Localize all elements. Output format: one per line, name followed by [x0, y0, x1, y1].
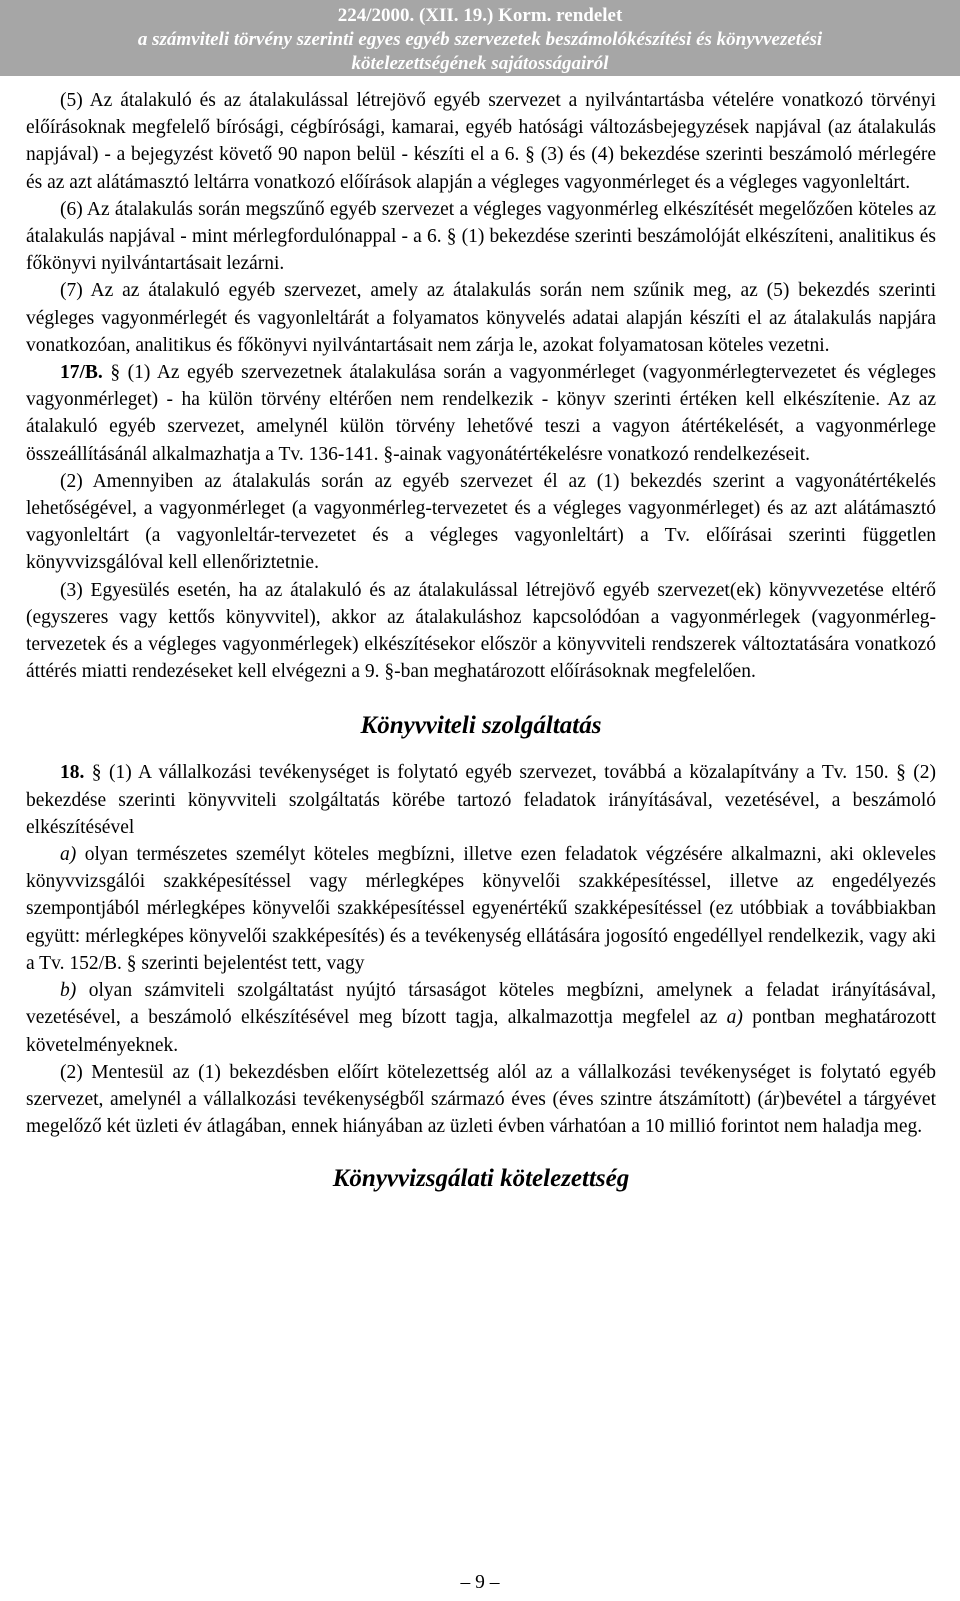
section-18-text: § (1) A vállalkozási tevékenységet is folytató egyéb szervezet, továbbá a közalapítvány a Tv. 150. § (2) bekezdése szerinti könyvviteli szolgáltatás körébe tartozó feladatok irányításával, vezetésével, a beszámoló elkészítésével	[26, 762, 936, 838]
paragraph-7: (7) Az az átalakuló egyéb szervezet, amely az átalakulás során nem szűnik meg, az (5) bekezdés szerinti végleges vagyonmérlegét és vagyonleltárát a folyamatos könyvelés adatai alapján készíti el az átalakulás napjára vonatkozóan, analitikus és főkönyvi nyilvántartásait nem zárja le, azokat folyamatosan köteles vezetni.	[26, 280, 936, 356]
point-reference: a)	[726, 1007, 743, 1029]
section-heading-bookkeeping: Könyvviteli szolgáltatás	[360, 712, 602, 740]
header-title: 224/2000. (XII. 19.) Korm. rendelet	[337, 5, 623, 26]
header-subtitle-line1: a számviteli törvény szerinti egyes egyéb szervezetek beszámolókészítési és könyvvezetési	[137, 29, 823, 50]
paragraph-6: (6) Az átalakulás során megszűnő egyéb szervezet a végleges vagyonmérleg elkészítését megelőzően köteles az átalakulás napjával - mint mérlegfordulónappal - a 6. § (1) bekezdése szerinti beszámolóját elkészíteni, analitikus és főkönyvi nyilvántartásait lezárni.	[26, 198, 936, 275]
point-b	[26, 977, 936, 1059]
header-subtitle-line2: kötelezettségének sajátosságairól	[351, 53, 609, 74]
section-number: 17/B.	[60, 362, 103, 384]
section-18-paragraph-1	[26, 759, 936, 841]
section-17b-text: § (1) Az egyéb szervezetnek átalakulása során a vagyonmérleget (vagyonmérlegtervezetet és végleges vagyonmérleget) - ha külön törvény eltérően nem rendelkezik - könyv szerinti értéken kell elkészítenie. Az az átalakuló egyéb szervezet, amelynél külön törvény lehetővé teszi a vagyon átértékelését, a vagyonmérlege összeállításánál alkalmazhatja a Tv. 136-141. §-ainak vagyonátértékelésre vonatkozó rendelkezéseit.	[26, 362, 936, 465]
point-label: b)	[60, 980, 77, 1002]
page-header	[0, 0, 960, 76]
page-number: – 9 –	[460, 1572, 500, 1593]
section-18-paragraph-2: (2) Mentesül az (1) bekezdésben előírt kötelezettség alól az a vállalkozási tevékenységet is folytató egyéb szervezet, amelynél a vállalkozási tevékenységből származó éves (éves szintre átszámított) (ár)bevétel a tárgyévet megelőző két üzleti év átlagában, ennek hiányában az üzleti évben várhatóan a 10 millió forintot nem haladja meg.	[26, 1061, 936, 1138]
section-17b-paragraph-3: (3) Egyesülés esetén, ha az átalakuló és az átalakulással létrejövő egyéb szervezet(ek) könyvvezetése eltérő (egyszeres vagy kettős könyvvitel), akkor az átalakuláshoz kapcsolódóan a vagyonmérlegek (vagyonmérleg-tervezetek és a végleges vagyonmérlegek) elkészítésekor először a könyvviteli rendszerek változtatására vonatkozó áttérés miatti rendezéseket kell elvégezni a 9. §-ban meghatározott előírásoknak megfelelően.	[26, 579, 936, 683]
section-number: 18.	[60, 762, 85, 784]
paragraph-5: (5) Az átalakuló és az átalakulással létrejövő egyéb szervezet a nyilvántartásba vételére vonatkozó törvényi előírásoknak megfelelő bírósági, cégbírósági, kamarai, egyéb hatósági változásbejegyzések napjával (az átalakulás napjával) - a bejegyzést követő 90 napon belül - készíti el a 6. § (3) és (4) bekezdése szerinti beszámoló mérlegére és az azt alátámasztó leltárra vonatkozó előírások alapján a végleges vagyonmérleget és a végleges vagyonleltárt.	[26, 90, 936, 193]
section-heading-audit: Könyvvizsgálati kötelezettség	[332, 1165, 630, 1193]
point-a	[26, 841, 936, 977]
point-b-text-1: olyan számviteli szolgáltatást nyújtó társaságot köteles megbízni, amelynek a feladat irányításával, vezetésével, a beszámoló elkészítésével meg bízott tagja, alkalmazottja megfelel az	[26, 980, 936, 1029]
point-label: a)	[60, 844, 77, 866]
section-17b-paragraph-2: (2) Amennyiben az átalakulás során az egyéb szervezet él az (1) bekezdés szerint a vagyonátértékelés lehetőségével, a vagyonmérleget (a vagyonmérleg-tervezetet és a végleges vagyonmérleget) és az azt alátámasztó vagyonleltárt (a vagyonleltár-tervezetet és a végleges vagyonleltárt) a Tv. előírásai szerinti független könyvvizsgálóval kell ellenőriztetnie.	[26, 470, 936, 574]
point-b-text-2: pontban meghatározott követelményeknek.	[26, 1007, 937, 1056]
section-17b-paragraph-1	[26, 359, 936, 468]
document-body	[26, 87, 936, 1194]
point-a-text: olyan természetes személyt köteles megbízni, illetve ezen feladatok végzésére alkalmazni, aki okleveles könyvvizsgálói szakképesítéssel vagy mérlegképes könyvelői szakképesítéssel, illetve az engedélyezés szempontjából mérlegképes könyvelői szakképesítéssel egyenértékű szakképesítéssel (ez utóbbiak a továbbiakban együtt: mérlegképes könyvelői szakképesítés) és a tevékenység ellátására jogosító engedéllyel rendelkezik, vagy aki a Tv. 152/B. § szerinti bejelentést tett, vagy	[26, 844, 936, 974]
